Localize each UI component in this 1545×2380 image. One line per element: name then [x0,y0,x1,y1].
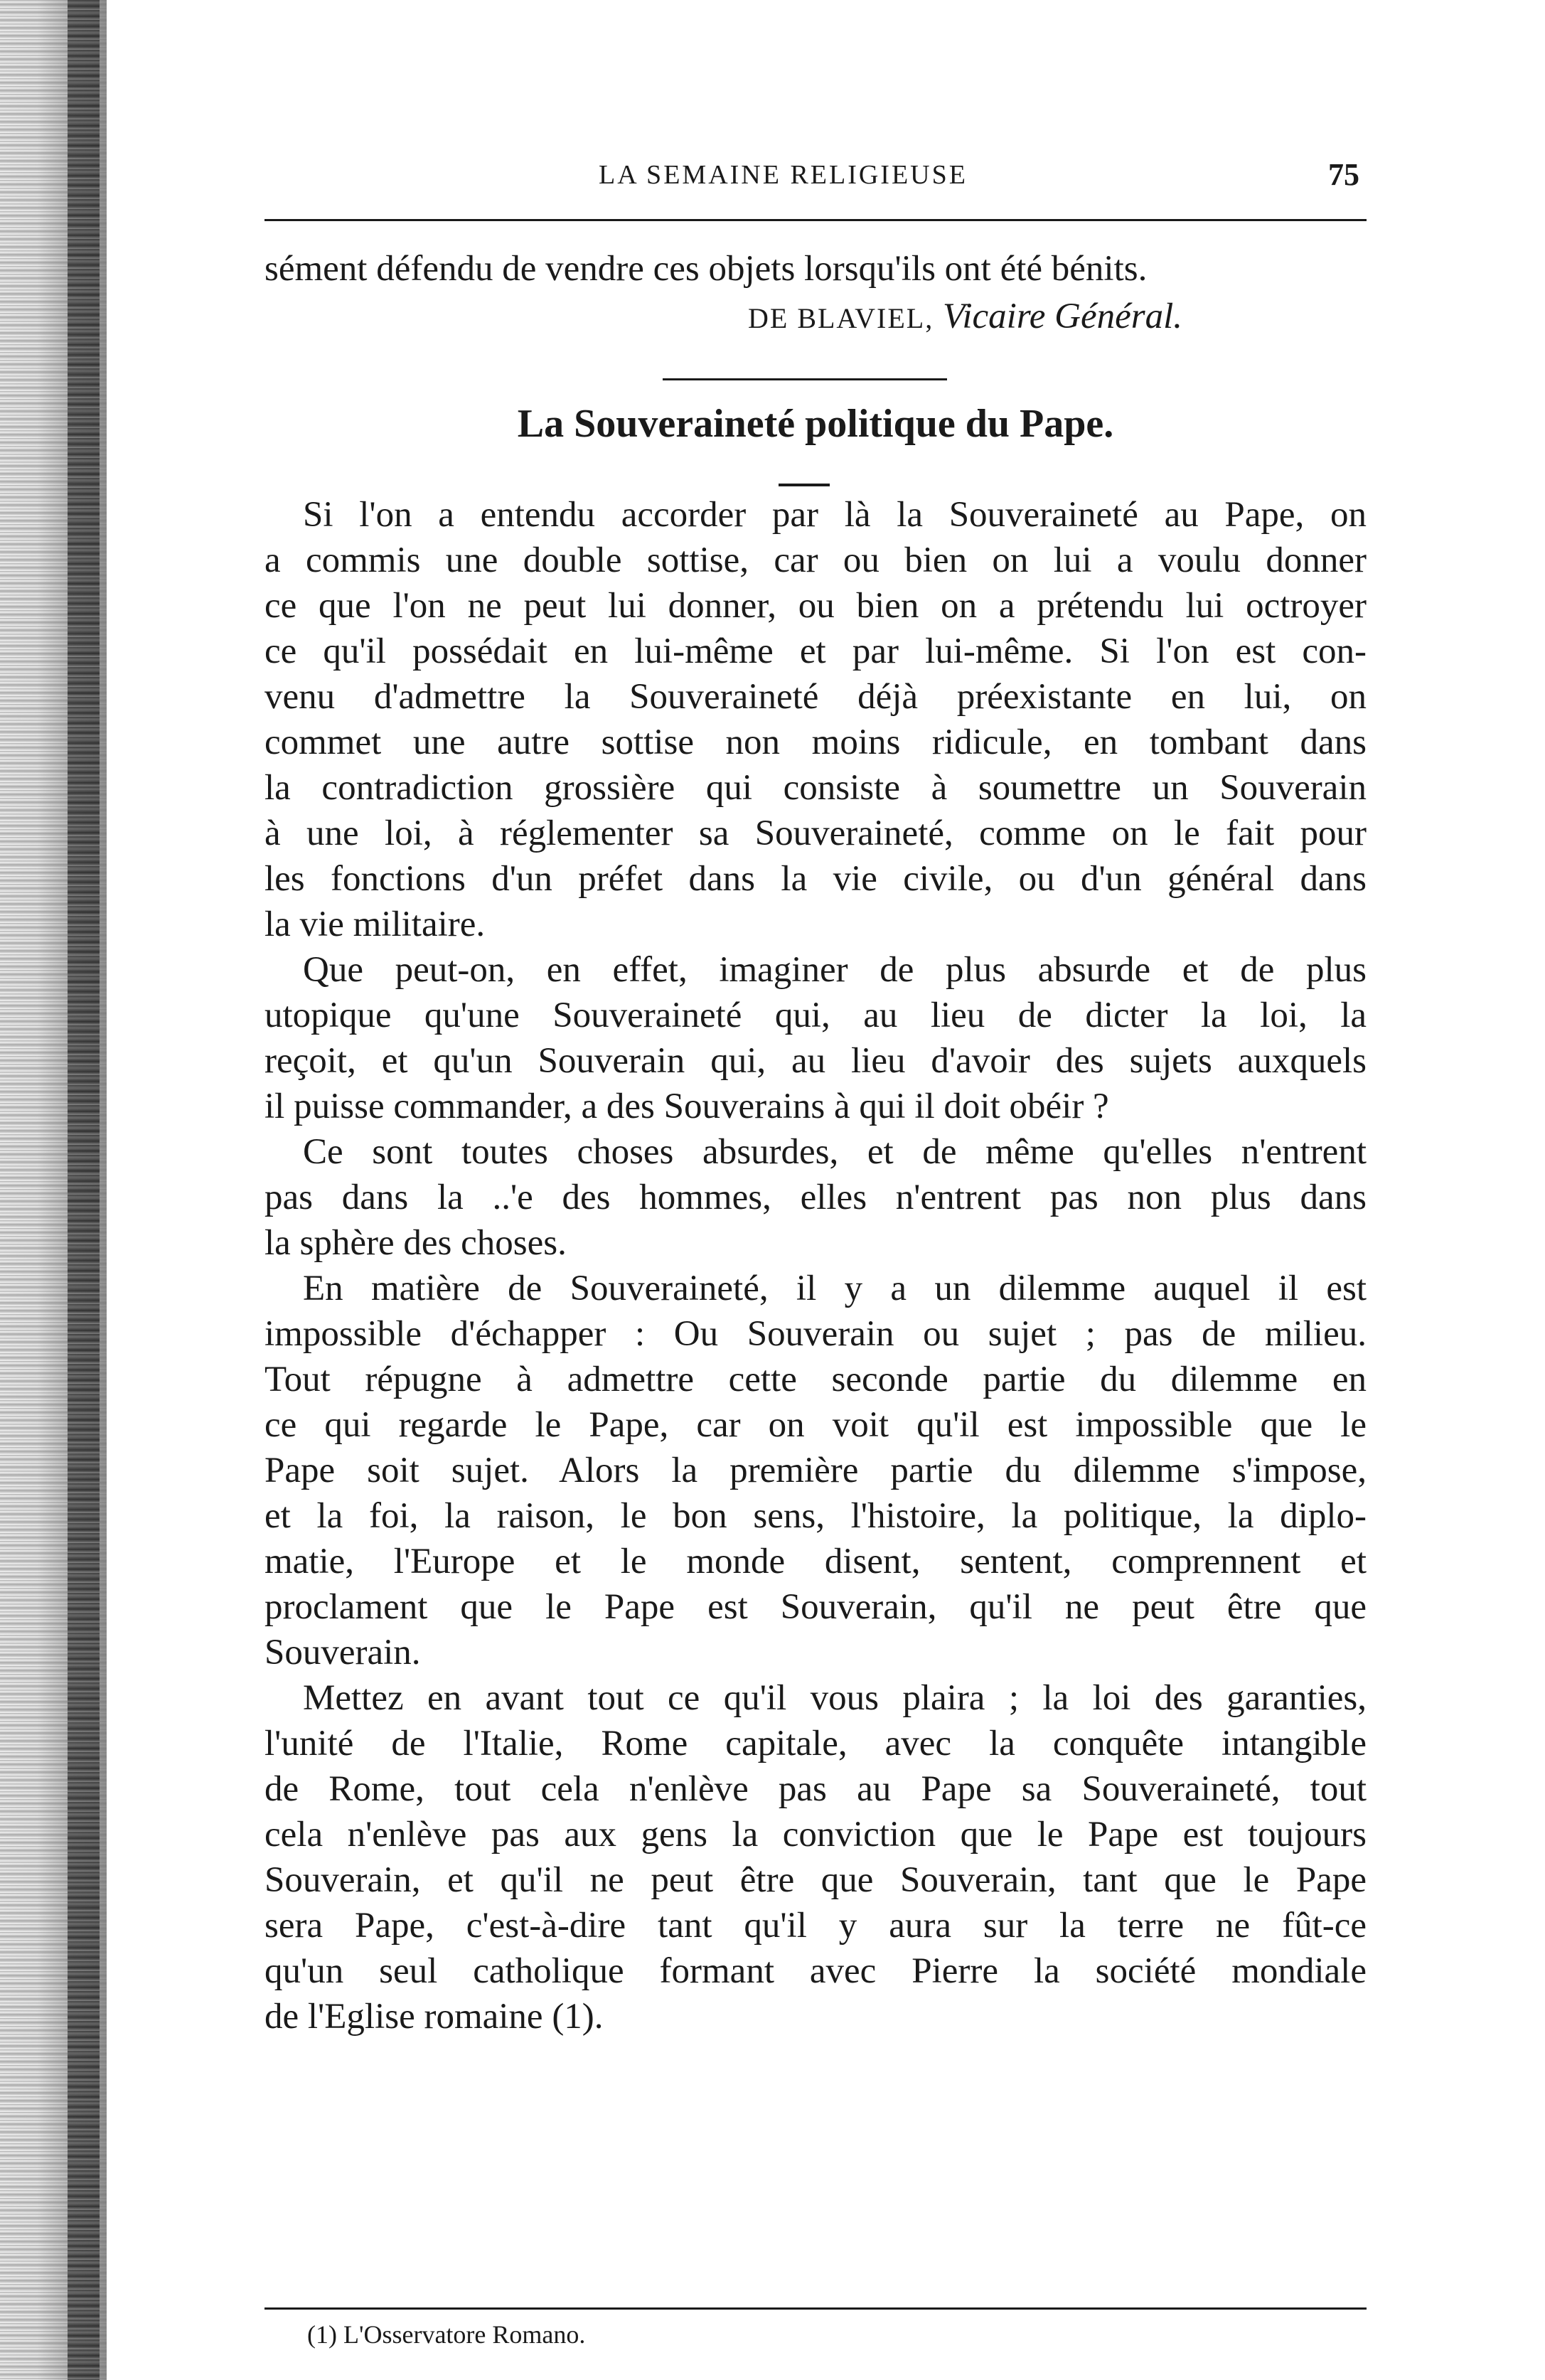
body-line: Que peut-on, en effet, imaginer de plus absurde et de plus [303,950,1367,990]
author-signature [748,296,1182,337]
body-line: cela n'enlève pas aux gens la conviction que le Pape est toujours [264,1815,1367,1855]
body-line: la sphère des choses. [264,1223,567,1263]
scan-binding-shadow [68,0,100,2380]
body-line: de l'Eglise romaine (1). [264,1997,604,2037]
body-line: a commis une double sottise, car ou bien on lui a voulu donner [264,540,1367,580]
article-title: La Souveraineté politique du Pape. [517,402,1114,446]
body-line: Souverain. [264,1633,421,1672]
page-number: 75 [1328,157,1359,192]
body-line: reçoit, et qu'un Souverain qui, au lieu d'avoir des sujets auxquels [264,1041,1367,1081]
body-line: ce qui regarde le Pape, car on voit qu'il est impossible que le [264,1405,1367,1445]
body-line: la vie militaire. [264,904,486,944]
article-separator-rule [663,378,947,380]
body-line: ce que l'on ne peut lui donner, ou bien on a prétendu lui octroyer [264,586,1367,626]
body-line: Si l'on a entendu accorder par là la Souveraineté au Pape, on [303,495,1367,535]
body-line: commet une autre sottise non moins ridicule, en tombant dans [264,722,1367,762]
body-line: Mettez en avant tout ce qu'il vous plaira ; la loi des garanties, [303,1678,1367,1718]
body-line: sera Pape, c'est-à-dire tant qu'il y aura sur la terre ne fût-ce [264,1906,1367,1946]
body-line: de Rome, tout cela n'enlève pas au Pape sa Souveraineté, tout [264,1769,1367,1809]
body-line: pas dans la ..'e des hommes, elles n'entrent pas non plus dans [264,1178,1367,1217]
body-line: il puisse commander, a des Souverains à qui il doit obéir ? [264,1087,1109,1126]
footnote-rule [264,2307,1367,2310]
body-line: Tout répugne à admettre cette seconde partie du dilemme en [264,1360,1367,1399]
title-dash [779,484,830,486]
signature-name: DE BLAVIEL, [748,302,934,334]
body-line: Souverain, et qu'il ne peut être que Souverain, tant que le Pape [264,1860,1367,1900]
body-line: et la foi, la raison, le bon sens, l'histoire, la politique, la diplo- [264,1496,1367,1536]
body-line: Ce sont toutes choses absurdes, et de même qu'elles n'entrent [303,1132,1367,1172]
body-line: à une loi, à réglementer sa Souveraineté, comme on le fait pour [264,813,1367,853]
body-line: matie, l'Europe et le monde disent, sentent, comprennent et [264,1542,1367,1581]
body-line: la contradiction grossière qui consiste à soumettre un Souverain [264,768,1367,808]
body-line: impossible d'échapper : Ou Souverain ou sujet ; pas de milieu. [264,1314,1367,1354]
body-line: Pape soit sujet. Alors la première partie du dilemme s'impose, [264,1451,1367,1490]
header-rule [264,219,1367,221]
body-line: proclament que le Pape est Souverain, qu'il ne peut être que [264,1587,1367,1627]
article-body [264,492,1367,2039]
body-line: utopique qu'une Souveraineté qui, au lieu de dicter la loi, la [264,996,1367,1035]
body-line: ce qu'il possédait en lui-même et par lui-même. Si l'on est con- [264,631,1367,671]
body-line: les fonctions d'un préfet dans la vie civile, ou d'un général dans [264,859,1367,899]
document-page [264,151,1367,2349]
body-line: l'unité de l'Italie, Rome capitale, avec la conquête intangible [264,1724,1367,1763]
footnote: (1) L'Osservatore Romano. [307,2320,586,2349]
body-line: venu d'admettre la Souveraineté déjà préexistante en lui, on [264,677,1367,717]
body-line: En matière de Souveraineté, il y a un dilemme auquel il est [303,1269,1367,1308]
signature-role: Vicaire Général. [943,297,1183,336]
body-line: qu'un seul catholique formant avec Pierre la société mondiale [264,1951,1367,1991]
running-header [264,151,1367,193]
running-title: LA SEMAINE RELIGIEUSE [599,160,968,190]
preceding-article-last-line: sément défendu de vendre ces objets lorsqu'ils ont été bénits. [264,249,1148,289]
